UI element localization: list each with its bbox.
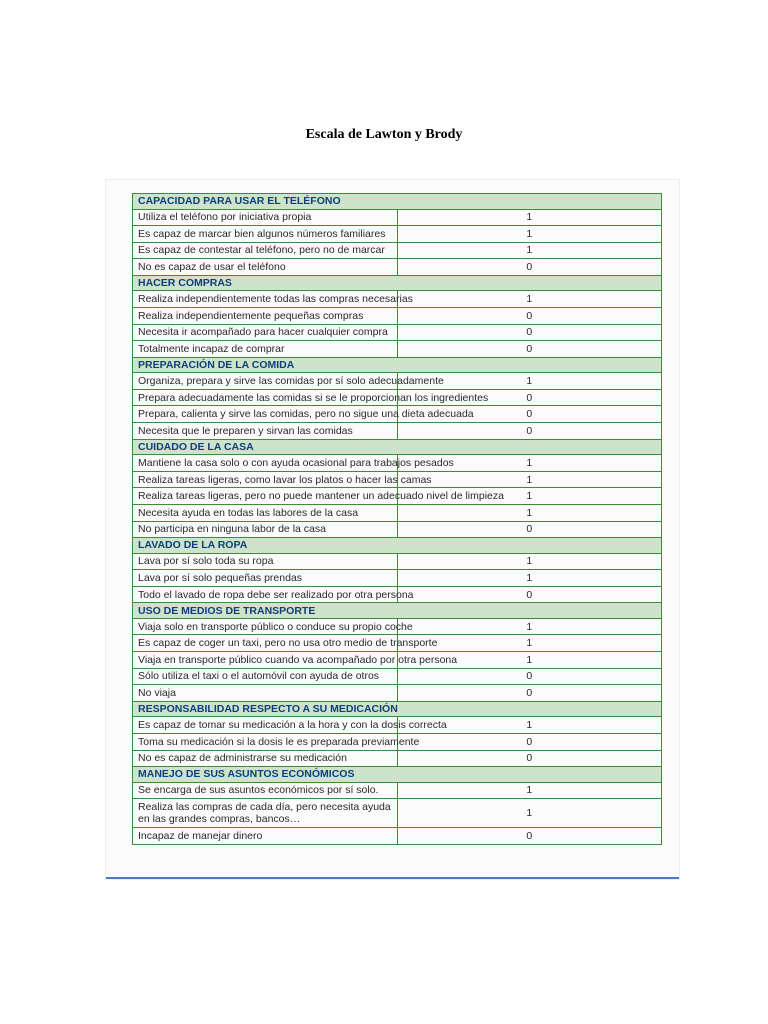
item-score: 0 [397,341,662,358]
item-score: 1 [397,242,662,259]
item-score: 0 [397,685,662,702]
section-header-row [133,275,662,291]
table-row [133,570,662,587]
item-score: 1 [397,209,662,226]
section-heading: HACER COMPRAS [133,275,662,291]
item-description: Todo el lavado de ropa debe ser realizado por otra persona [133,586,398,603]
item-description: Organiza, prepara y sirve las comidas por sí solo adecuadamente [133,373,398,390]
section-heading: CAPACIDAD PARA USAR EL TELÉFONO [133,194,662,210]
item-score: 1 [397,488,662,505]
section-header-row [133,701,662,717]
table-row [133,652,662,669]
table-row [133,586,662,603]
item-description: No participa en ninguna labor de la casa [133,521,398,538]
item-description: Es capaz de marcar bien algunos números familiares [133,226,398,243]
item-description: Necesita ir acompañado para hacer cualquier compra [133,324,398,341]
table-row [133,307,662,324]
item-description: Toma su medicación si la dosis le es preparada previamente [133,733,398,750]
table-row [133,782,662,799]
table-row [133,389,662,406]
item-score: 1 [397,553,662,570]
table-row [133,504,662,521]
item-description: Viaja en transporte público cuando va acompañado por otra persona [133,652,398,669]
table-row [133,226,662,243]
item-score: 1 [397,455,662,472]
item-score: 1 [397,504,662,521]
section-header-row [133,439,662,455]
table-row [133,455,662,472]
item-description: Utiliza el teléfono por iniciativa propia [133,209,398,226]
table-row [133,291,662,308]
item-score: 0 [397,406,662,423]
item-description: Lava por sí solo pequeñas prendas [133,570,398,587]
item-score: 1 [397,618,662,635]
section-heading: RESPONSABILIDAD RESPECTO A SU MEDICACIÓN [133,701,662,717]
item-score: 1 [397,652,662,669]
item-description: Sólo utiliza el taxi o el automóvil con ayuda de otros [133,668,398,685]
table-row [133,423,662,440]
item-score: 0 [397,389,662,406]
item-description: Prepara adecuadamente las comidas si se le proporcionan los ingredientes [133,389,398,406]
item-description: Realiza las compras de cada día, pero necesita ayuda en las grandes compras, bancos… [133,799,398,828]
item-score: 0 [397,750,662,767]
item-score: 1 [397,373,662,390]
item-score: 1 [397,799,662,828]
item-score: 0 [397,423,662,440]
table-row [133,521,662,538]
section-heading: PREPARACIÓN DE LA COMIDA [133,357,662,373]
table-row [133,618,662,635]
table-row [133,635,662,652]
item-score: 0 [397,307,662,324]
table-row [133,242,662,259]
table-row [133,406,662,423]
item-description: Es capaz de tomar su medicación a la hora y con la dosis correcta [133,717,398,734]
table-row [133,717,662,734]
item-description: Lava por sí solo toda su ropa [133,553,398,570]
item-description: Realiza tareas ligeras, como lavar los platos o hacer las camas [133,471,398,488]
item-score: 0 [397,259,662,276]
item-score: 1 [397,717,662,734]
item-score: 0 [397,733,662,750]
section-heading: CUIDADO DE LA CASA [133,439,662,455]
table-row [133,668,662,685]
item-description: Totalmente incapaz de comprar [133,341,398,358]
item-description: Incapaz de manejar dinero [133,828,398,845]
item-description: No es capaz de administrarse su medicación [133,750,398,767]
item-score: 0 [397,668,662,685]
item-score: 0 [397,828,662,845]
table-row [133,828,662,845]
section-header-row [133,357,662,373]
table-row [133,259,662,276]
table-row [133,553,662,570]
table-row [133,685,662,702]
item-description: Necesita que le preparen y sirvan las comidas [133,423,398,440]
item-score: 1 [397,570,662,587]
table-row [133,209,662,226]
item-description: Se encarga de sus asuntos económicos por sí solo. [133,782,398,799]
section-header-row [133,538,662,554]
lawton-brody-table [132,193,662,845]
item-description: Mantiene la casa solo o con ayuda ocasional para trabajos pesados [133,455,398,472]
item-score: 1 [397,635,662,652]
table-row [133,750,662,767]
section-heading: LAVADO DE LA ROPA [133,538,662,554]
item-description: No es capaz de usar el teléfono [133,259,398,276]
section-header-row [133,767,662,783]
item-description: Realiza independientemente todas las compras necesarias [133,291,398,308]
item-description: Viaja solo en transporte público o conduce su propio coche [133,618,398,635]
document-title: Escala de Lawton y Brody [305,127,463,142]
item-score: 0 [397,586,662,603]
item-description: Prepara, calienta y sirve las comidas, pero no sigue una dieta adecuada [133,406,398,423]
section-heading: USO DE MEDIOS DE TRANSPORTE [133,603,662,619]
item-score: 1 [397,782,662,799]
table-row [133,373,662,390]
table-row [133,341,662,358]
item-description: Necesita ayuda en todas las labores de la casa [133,504,398,521]
item-score: 1 [397,291,662,308]
table-body [133,194,662,845]
section-header-row [133,194,662,210]
table-row [133,324,662,341]
item-score: 0 [397,521,662,538]
item-description: No viaja [133,685,398,702]
table-row [133,733,662,750]
item-description: Realiza independientemente pequeñas compras [133,307,398,324]
table-row [133,488,662,505]
table-row [133,799,662,828]
section-heading: MANEJO DE SUS ASUNTOS ECONÓMICOS [133,767,662,783]
item-description: Es capaz de contestar al teléfono, pero no de marcar [133,242,398,259]
item-score: 1 [397,226,662,243]
item-description: Realiza tareas ligeras, pero no puede mantener un adecuado nivel de limpieza [133,488,398,505]
item-description: Es capaz de coger un taxi, pero no usa otro medio de transporte [133,635,398,652]
section-header-row [133,603,662,619]
item-score: 0 [397,324,662,341]
table-row [133,471,662,488]
item-score: 1 [397,471,662,488]
